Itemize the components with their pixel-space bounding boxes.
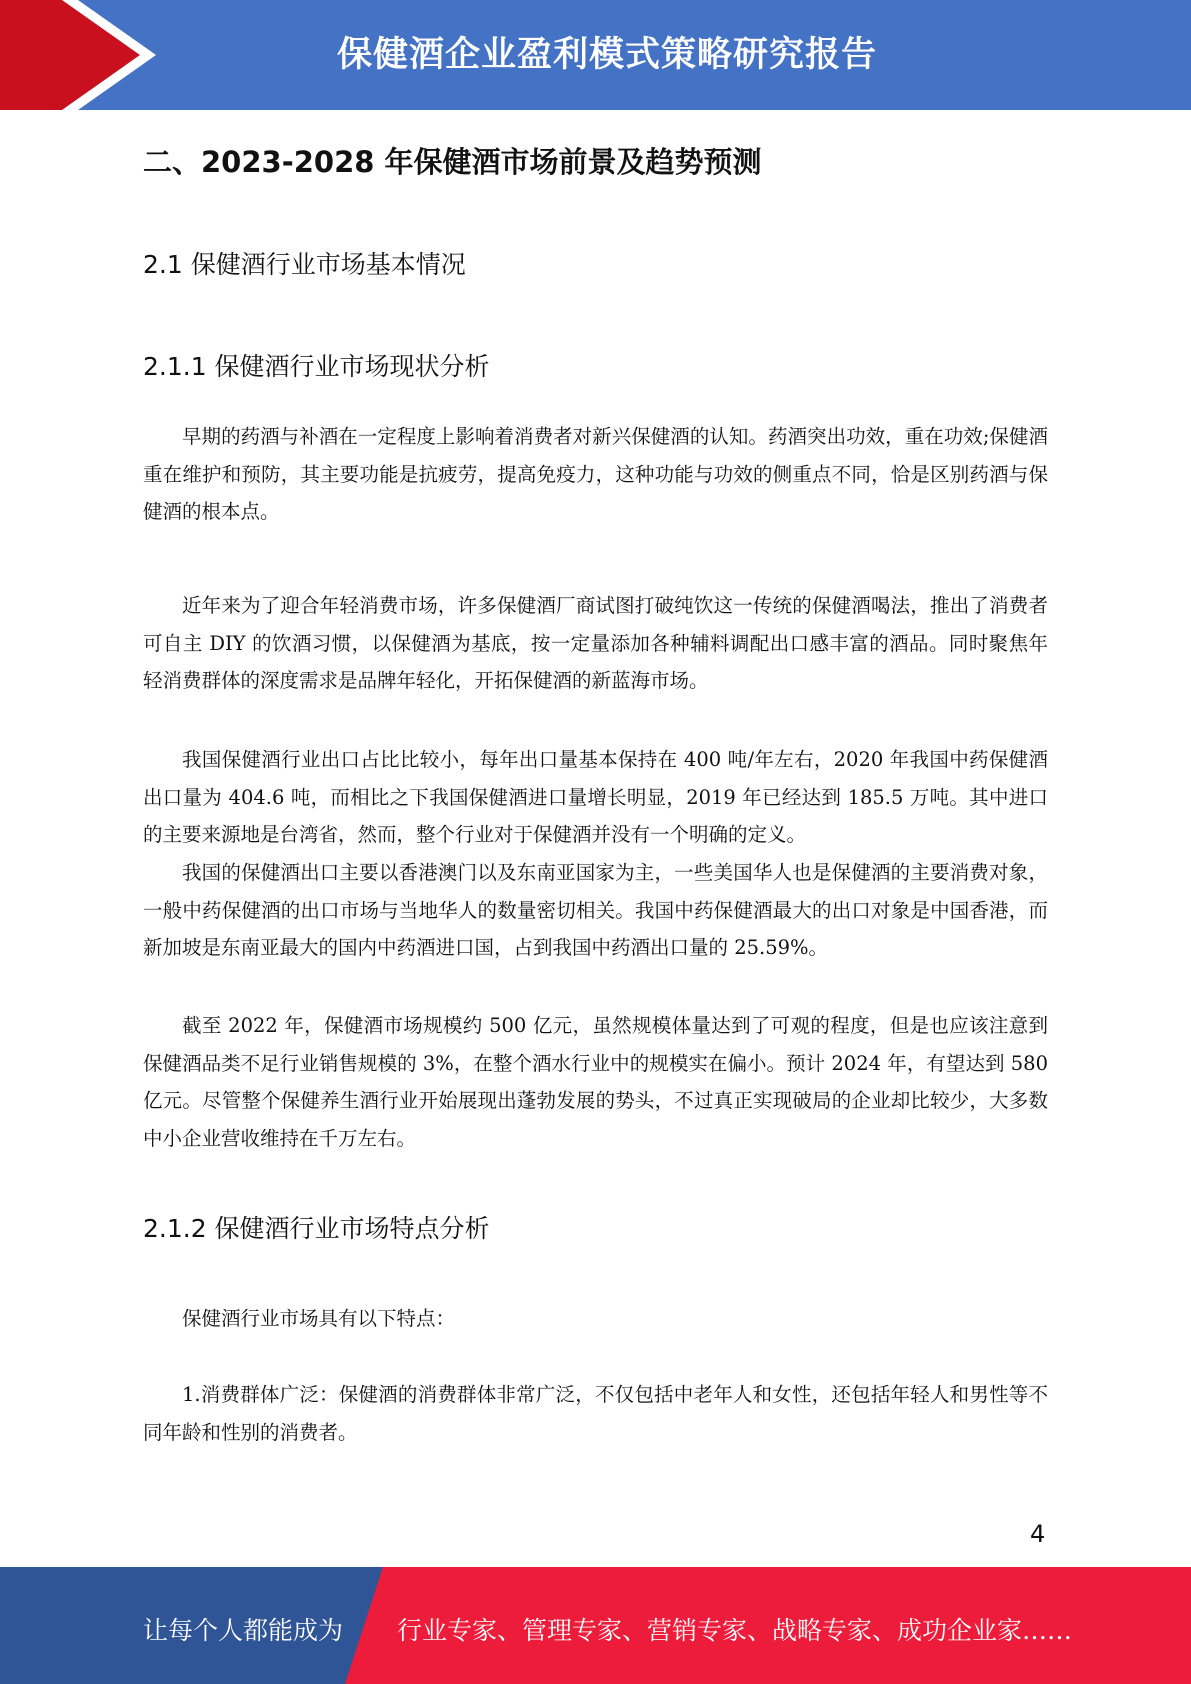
- paragraph: 截至 2022 年，保健酒市场规模约 500 亿元，虽然规模体量达到了可观的程度，但是也应该注意到保健酒品类不足行业销售规模的 3%，在整个酒水行业中的规模实在偏小。预计 2024 年，有望达到 580 亿元。尽管整个保健养生酒行业开始展现出蓬勃发展的势头，不过真正实现破局的企业却比较少，大多数中小企业营收维持在千万左右。: [143, 1014, 1048, 1150]
- paragraph: 我国保健酒行业出口占比比较小，每年出口量基本保持在 400 吨/年左右，2020 年我国中药保健酒出口量为 404.6 吨，而相比之下我国保健酒进口量增长明显，2019 年已经达到 185.5 万吨。其中进口的主要来源地是台湾省，然而，整个行业对于保健酒并没有一个明确的定义。: [143, 748, 1048, 846]
- subsection-heading-2-1: 2.1 保健酒行业市场基本情况: [143, 250, 466, 279]
- subsection-heading-2-1-2: 2.1.2 保健酒行业市场特点分析: [143, 1214, 490, 1243]
- page-number: 4: [1030, 1520, 1046, 1548]
- footer-slogan-left: 让每个人都能成为: [143, 1616, 344, 1645]
- paragraph: 近年来为了迎合年轻消费市场，许多保健酒厂商试图打破纯饮这一传统的保健酒喝法，推出了消费者可自主 DIY 的饮酒习惯，以保健酒为基底，按一定量添加各种辅料调配出口感丰富的酒品。同时聚焦年轻消费群体的深度需求是品牌年轻化，开拓保健酒的新蓝海市场。: [143, 594, 1048, 692]
- section-title: 二、2023-2028 年保健酒市场前景及趋势预测: [143, 145, 762, 179]
- paragraph: 我国的保健酒出口主要以香港澳门以及东南亚国家为主，一些美国华人也是保健酒的主要消费对象，一般中药保健酒的出口市场与当地华人的数量密切相关。我国中药保健酒最大的出口对象是中国香港，而新加坡是东南亚最大的国内中药酒进口国，占到我国中药酒出口量的 25.59%。: [143, 861, 1048, 959]
- page-footer: [0, 1567, 1191, 1684]
- report-title: 保健酒企业盈利模式策略研究报告: [337, 35, 878, 75]
- footer-slogan-right: 行业专家、管理专家、营销专家、战略专家、成功企业家……: [397, 1616, 1073, 1645]
- paragraph: 早期的药酒与补酒在一定程度上影响着消费者对新兴保健酒的认知。药酒突出功效，重在功效;保健酒重在维护和预防，其主要功能是抗疲劳，提高免疫力，这种功能与功效的侧重点不同，恰是区别药酒与保健酒的根本点。: [143, 425, 1048, 523]
- page-header: [0, 0, 1191, 110]
- paragraph: 1.消费群体广泛：保健酒的消费群体非常广泛，不仅包括中老年人和女性，还包括年轻人和男性等不同年龄和性别的消费者。: [143, 1383, 1048, 1444]
- paragraph: 保健酒行业市场具有以下特点：: [182, 1307, 456, 1330]
- subsection-heading-2-1-1: 2.1.1 保健酒行业市场现状分析: [143, 352, 490, 381]
